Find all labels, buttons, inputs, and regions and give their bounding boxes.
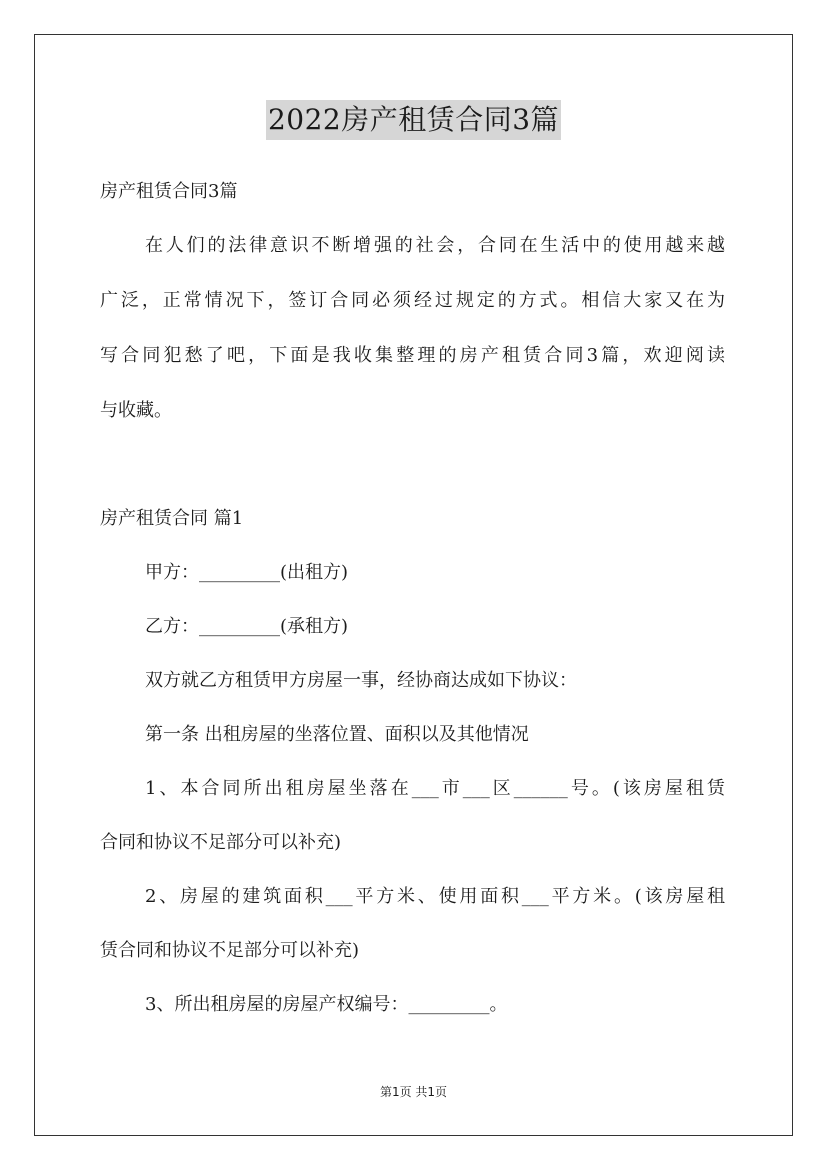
item-2-line-1: 2、房屋的建筑面积___平方米、使用面积___平方米。(该房屋租 — [145, 886, 725, 907]
item-1-line-2: 合同和协议不足部分可以补充) — [100, 832, 342, 853]
section-heading: 房产租赁合同 篇1 — [100, 508, 244, 529]
intro-line-1: 在人们的法律意识不断增强的社会，合同在生活中的使用越来越 — [145, 235, 725, 256]
page-footer: 第1页 共1页 — [379, 1085, 448, 1099]
intro-line-2: 广泛，正常情况下，签订合同必须经过规定的方式。相信大家又在为 — [100, 290, 725, 311]
agreement-line: 双方就乙方租赁甲方房屋一事，经协商达成如下协议： — [145, 670, 577, 691]
document-subtitle: 房产租赁合同3篇 — [100, 181, 238, 202]
intro-line-3: 写合同犯愁了吧，下面是我收集整理的房产租赁合同3篇，欢迎阅读 — [100, 345, 725, 366]
article-1-heading: 第一条 出租房屋的坐落位置、面积以及其他情况 — [145, 724, 529, 745]
document-title: 2022房产租赁合同3篇 — [266, 100, 561, 140]
item-1-line-1: 1、本合同所出租房屋坐落在___市___区______号。(该房屋租赁 — [145, 778, 725, 799]
item-3-line: 3、所出租房屋的房屋产权编号：_________。 — [145, 994, 508, 1015]
party-a-line: 甲方：_________(出租方) — [145, 562, 349, 583]
intro-line-4: 与收藏。 — [100, 400, 172, 421]
party-b-line: 乙方：_________(承租方) — [145, 616, 349, 637]
item-2-line-2: 赁合同和协议不足部分可以补充) — [100, 940, 360, 961]
title-container — [0, 100, 827, 140]
